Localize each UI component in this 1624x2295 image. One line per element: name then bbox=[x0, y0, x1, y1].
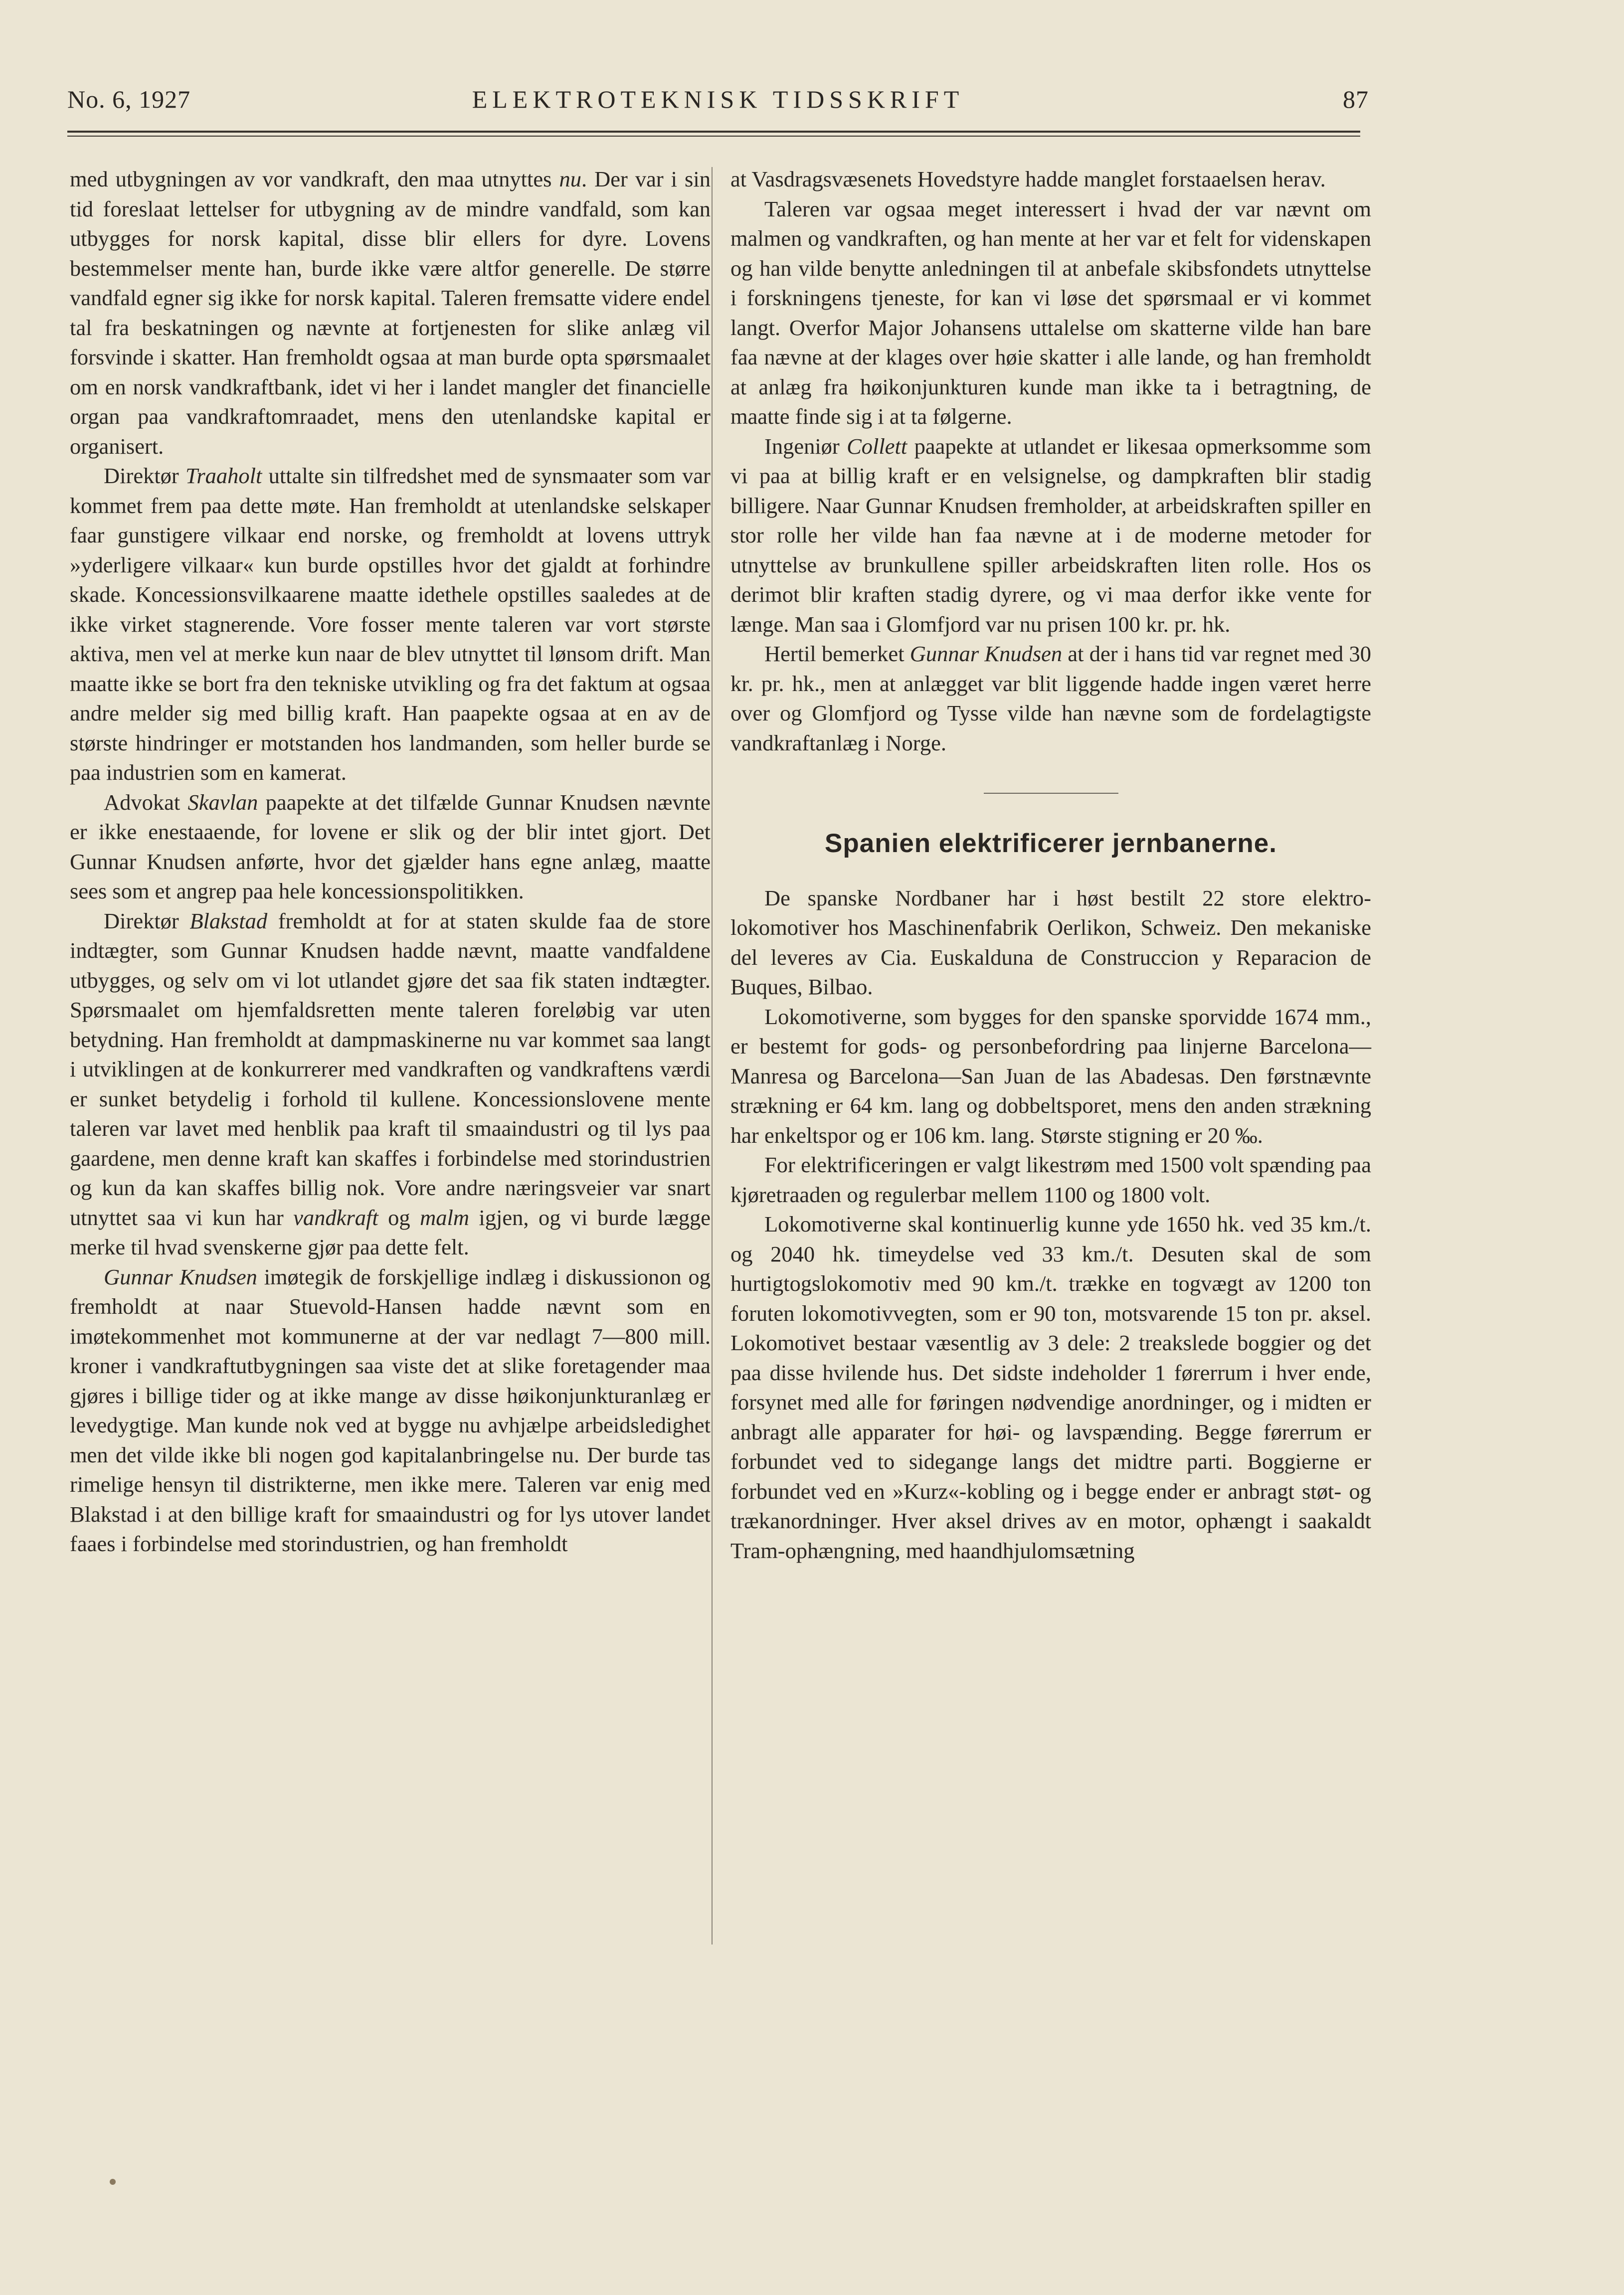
italic-name: Skavlan bbox=[187, 789, 258, 815]
paragraph bbox=[730, 165, 1371, 194]
header-rule-thin bbox=[67, 136, 1360, 137]
text-run: De spanske Nordbaner har i høst bestilt 22 store elektro-lokomotiver hos Maschinenfabrik Oerlikon, Schweiz. Den mekaniske del leveres av Cia. Euskalduna de Construccion y Reparacion de Buques, Bilbao. bbox=[730, 885, 1371, 999]
paragraph bbox=[730, 432, 1371, 640]
left-column bbox=[70, 165, 711, 1559]
text-run: igjen, og vi burde lægge merke til hvad svenskerne gjør paa dette felt. bbox=[70, 1205, 711, 1259]
text-run: imøtegik de forskjellige indlæg i diskussionon og fremholdt at naar Stuevold-Hansen hadde nævnt som en imøtekommenhet mot kommunerne at der var nedlagt 7—800 mill. kroner i vandkraftutbygningen saa viste det at slike foretagender maa gjøres i billige tider og at ikke mange av disse høikonjunkturanlæg er levedygtige. Man kunde nok ved at bygge nu avhjælpe arbeidsledighet men det vilde ikke bli nogen god kapitalanbringelse nu. Der burde tas rimelige hensyn til distrikterne, men ikke mere. Taleren var enig med Blakstad i at den billige kraft for smaaindustri og for lys utover landet faaes i forbindelse med storindustrien, og han fremholdt bbox=[70, 1264, 711, 1556]
paragraph bbox=[730, 883, 1371, 1002]
right-column bbox=[730, 165, 1371, 1566]
text-run: at Vasdragsvæsenets Hovedstyre hadde manglet forstaaelsen herav. bbox=[730, 167, 1326, 191]
italic-name: Blakstad bbox=[189, 908, 268, 933]
italic-name: malm bbox=[420, 1205, 469, 1230]
issue-number: No. 6, 1927 bbox=[67, 85, 191, 113]
text-run: med utbygningen av vor vandkraft, den maa utnyttes bbox=[70, 167, 559, 191]
paragraph bbox=[730, 1002, 1371, 1151]
text-run: og bbox=[378, 1205, 420, 1230]
discussion-continued bbox=[730, 165, 1371, 758]
text-run: Lokomotiverne, som bygges for den spanske sporvidde 1674 mm., er bestemt for gods- og personbefordring paa linjerne Barcelona—Manresa og Barcelona—San Juan de las Abadesas. Den førstnævnte strækning er 64 km. lang og dobbeltsporet, mens den anden strækning har enkeltspor og er 106 km. lang. Største stigning er 20 ‰. bbox=[730, 1004, 1371, 1148]
column-divider bbox=[712, 167, 713, 1944]
paragraph bbox=[70, 165, 711, 461]
italic-name: Gunnar Knudsen bbox=[104, 1264, 257, 1289]
paragraph bbox=[70, 906, 711, 1262]
paragraph bbox=[730, 639, 1371, 758]
text-run: paapekte at det tilfælde Gunnar Knudsen nævnte er ikke enestaaende, for lovene er slik og der blir intet gjort. Det Gunnar Knudsen anførte, hvor det gjælder hans egne anlæg, maatte sees som et angrep paa hele koncessionspolitikken. bbox=[70, 789, 711, 903]
text-run: Hertil bemerket bbox=[764, 641, 910, 666]
paragraph bbox=[730, 1210, 1371, 1566]
text-run: Lokomotiverne skal kontinuerlig kunne yde 1650 hk. ved 35 km./t. og 2040 hk. timeydelse ved 33 km./t. Desuten skal de som hurtigtogslokomotiv med 90 km./t. trække en togvægt av 1200 ton foruten lokomotivvegten, som er 90 ton, motsvarende 15 ton pr. aksel. Lokomotivet bestaar væsentlig av 3 dele: 2 treakslede boggier og det paa disse hvilende hus. Det sidste indeholder 1 førerrum i hver ende, forsynet med alle for føringen nødvendige anordninger, og i midten er anbragt alle apparater for høi- og lavspænding. Begge førerrum er forbundet ved to sidegange langs det midtre parti. Boggierne er forbundet ved en »Kurz«-kobling og i begge ender er anbragt støt- og trækanordninger. Hver aksel drives av en motor, ophængt i saakaldt Tram-ophængning, med haandhjulomsætning bbox=[730, 1212, 1371, 1563]
text-run: Advokat bbox=[104, 789, 188, 815]
header-rule bbox=[67, 131, 1360, 133]
text-run: Ingeniør bbox=[764, 433, 847, 459]
italic-name: Gunnar Knudsen bbox=[909, 641, 1063, 666]
text-run: at der i hans tid var regnet med 30 kr. pr. hk., men at anlægget var blit liggende hadde ingen været herre over og Glomfjord og Tysse vilde han nævne som de fordelagtigste vandkraftanlæg i Norge. bbox=[730, 641, 1371, 755]
italic-name: Collett bbox=[847, 433, 907, 459]
article-title: Spanien elektrificerer jernbanerne. bbox=[825, 829, 1277, 858]
running-header bbox=[67, 80, 1369, 120]
text-run: paapekte at utlandet er likesaa opmerksomme som vi paa at billig kraft er en velsignelse, og dampkraften blir stadig billigere. Naar Gunnar Knudsen fremholder, at arbeidskraften spiller en stor rolle her vilde han faa nævne at i de moderne metoder for utnyttelse av brunkullene spiller arbeidskraften liten rolle. Hos os derimot blir kraften stadig dyrere, og vi maa derfor ikke vente for længe. Man saa i Glomfjord var nu prisen 100 kr. pr. hk. bbox=[730, 433, 1371, 637]
paragraph bbox=[70, 1262, 711, 1559]
paragraph bbox=[730, 194, 1371, 432]
italic-name: nu bbox=[559, 167, 581, 191]
text-run: For elektrificeringen er valgt likestrøm med 1500 volt spænding paa kjøretraaden og regulerbar mellem 1100 og 1800 volt. bbox=[730, 1152, 1371, 1207]
text-run: Taleren var ogsaa meget interessert i hvad der var nævnt om malmen og vandkraften, og han mente at her var et felt for videnskapen og han vilde benytte anledningen til at anbefale skibsfondets utnyttelse i forskningens tjeneste, for kan vi løse det spørsmaal er vi kommet langt. Overfor Major Johansens uttalelse om skatterne vilde han bare faa nævne at der klages over høie skatter i alle lande, og han fremholdt at anlæg fra høikonjunkturen kunde man ikke ta i betragtning, de maatte finde sig i at ta følgerne. bbox=[730, 196, 1371, 429]
text-run: uttalte sin tilfredshet med de synsmaater som var kommet frem paa dette møte. Han fremholdt at utenlandske selskaper faar gunstigere vilkaar end norske, og fremholdt at lovens uttryk »yderligere vilkaar« kun burde opstilles hvor det gjaldt at forhindre skade. Koncessionsvilkaarene maatte idethele opstilles saaledes at de ikke virket stagnerende. Vore fosser mente taleren var vort største aktiva, men vel at merke kun naar de blev utnyttet til lønsom drift. Man maatte ikke se bort fra den tekniske utvikling og fra det faktum at ogsaa andre melder sig med billig kraft. Han paapekte ogsaa at en av de største hindringer er motstanden hos landmanden, som heller burde se paa industrien som en kamerat. bbox=[70, 463, 711, 785]
article-body bbox=[730, 883, 1371, 1566]
paragraph bbox=[730, 1150, 1371, 1210]
paper-speck bbox=[110, 2179, 116, 2185]
page-number: 87 bbox=[1343, 85, 1369, 113]
italic-name: Traaholt bbox=[185, 463, 262, 488]
section-separator bbox=[984, 793, 1118, 794]
text-run: fremholdt at for at staten skulde faa de store indtægter, som Gunnar Knudsen hadde nævnt, maatte vandfaldene utbygges, og selv om vi lot utlandet gjøre det saa fik staten indtægter. Spørsmaalet om hjemfaldsretten mente taleren foreløbig var uten betydning. Han fremholdt at dampmaskinerne nu var kommet saa langt i utviklingen at de konkurrerer med vandkraften og vandkraftens værdi er sunket betydelig i forhold til kullene. Koncessionslovene mente taleren var lavet med henblik paa kraft til smaaindustri og til lys paa gaardene, men denne kraft kan skaffes i forbindelse med storindustrien og kun da kan skaffes billig nok. Vore andre næringsveier var snart utnyttet saa vi kun har bbox=[70, 908, 711, 1230]
text-run: . Der var i sin tid foreslaat lettelser for utbygning av de mindre vandfald, som kan utbygges for norsk kapital, disse blir ellers for dyre. Lovens bestemmelser mente han, burde ikke være altfor generelle. De større vandfald egner sig ikke for norsk kapital. Taleren fremsatte videre endel tal fra beskatningen og nævnte at fortjenesten for slike anlæg vil forsvinde i skatter. Han fremholdt ogsaa at man burde opta spørsmaalet om en norsk vandkraftbank, idet vi her i landet mangler det financielle organ paa vandkraftomraadet, mens den utenlandske kapital er organisert. bbox=[70, 167, 711, 459]
paragraph bbox=[70, 461, 711, 788]
italic-name: vandkraft bbox=[293, 1205, 378, 1230]
text-run: Direktør bbox=[104, 463, 186, 488]
journal-title: ELEKTROTEKNISK TIDSSKRIFT bbox=[472, 85, 964, 113]
text-run: Direktør bbox=[104, 908, 190, 933]
paragraph bbox=[70, 788, 711, 906]
